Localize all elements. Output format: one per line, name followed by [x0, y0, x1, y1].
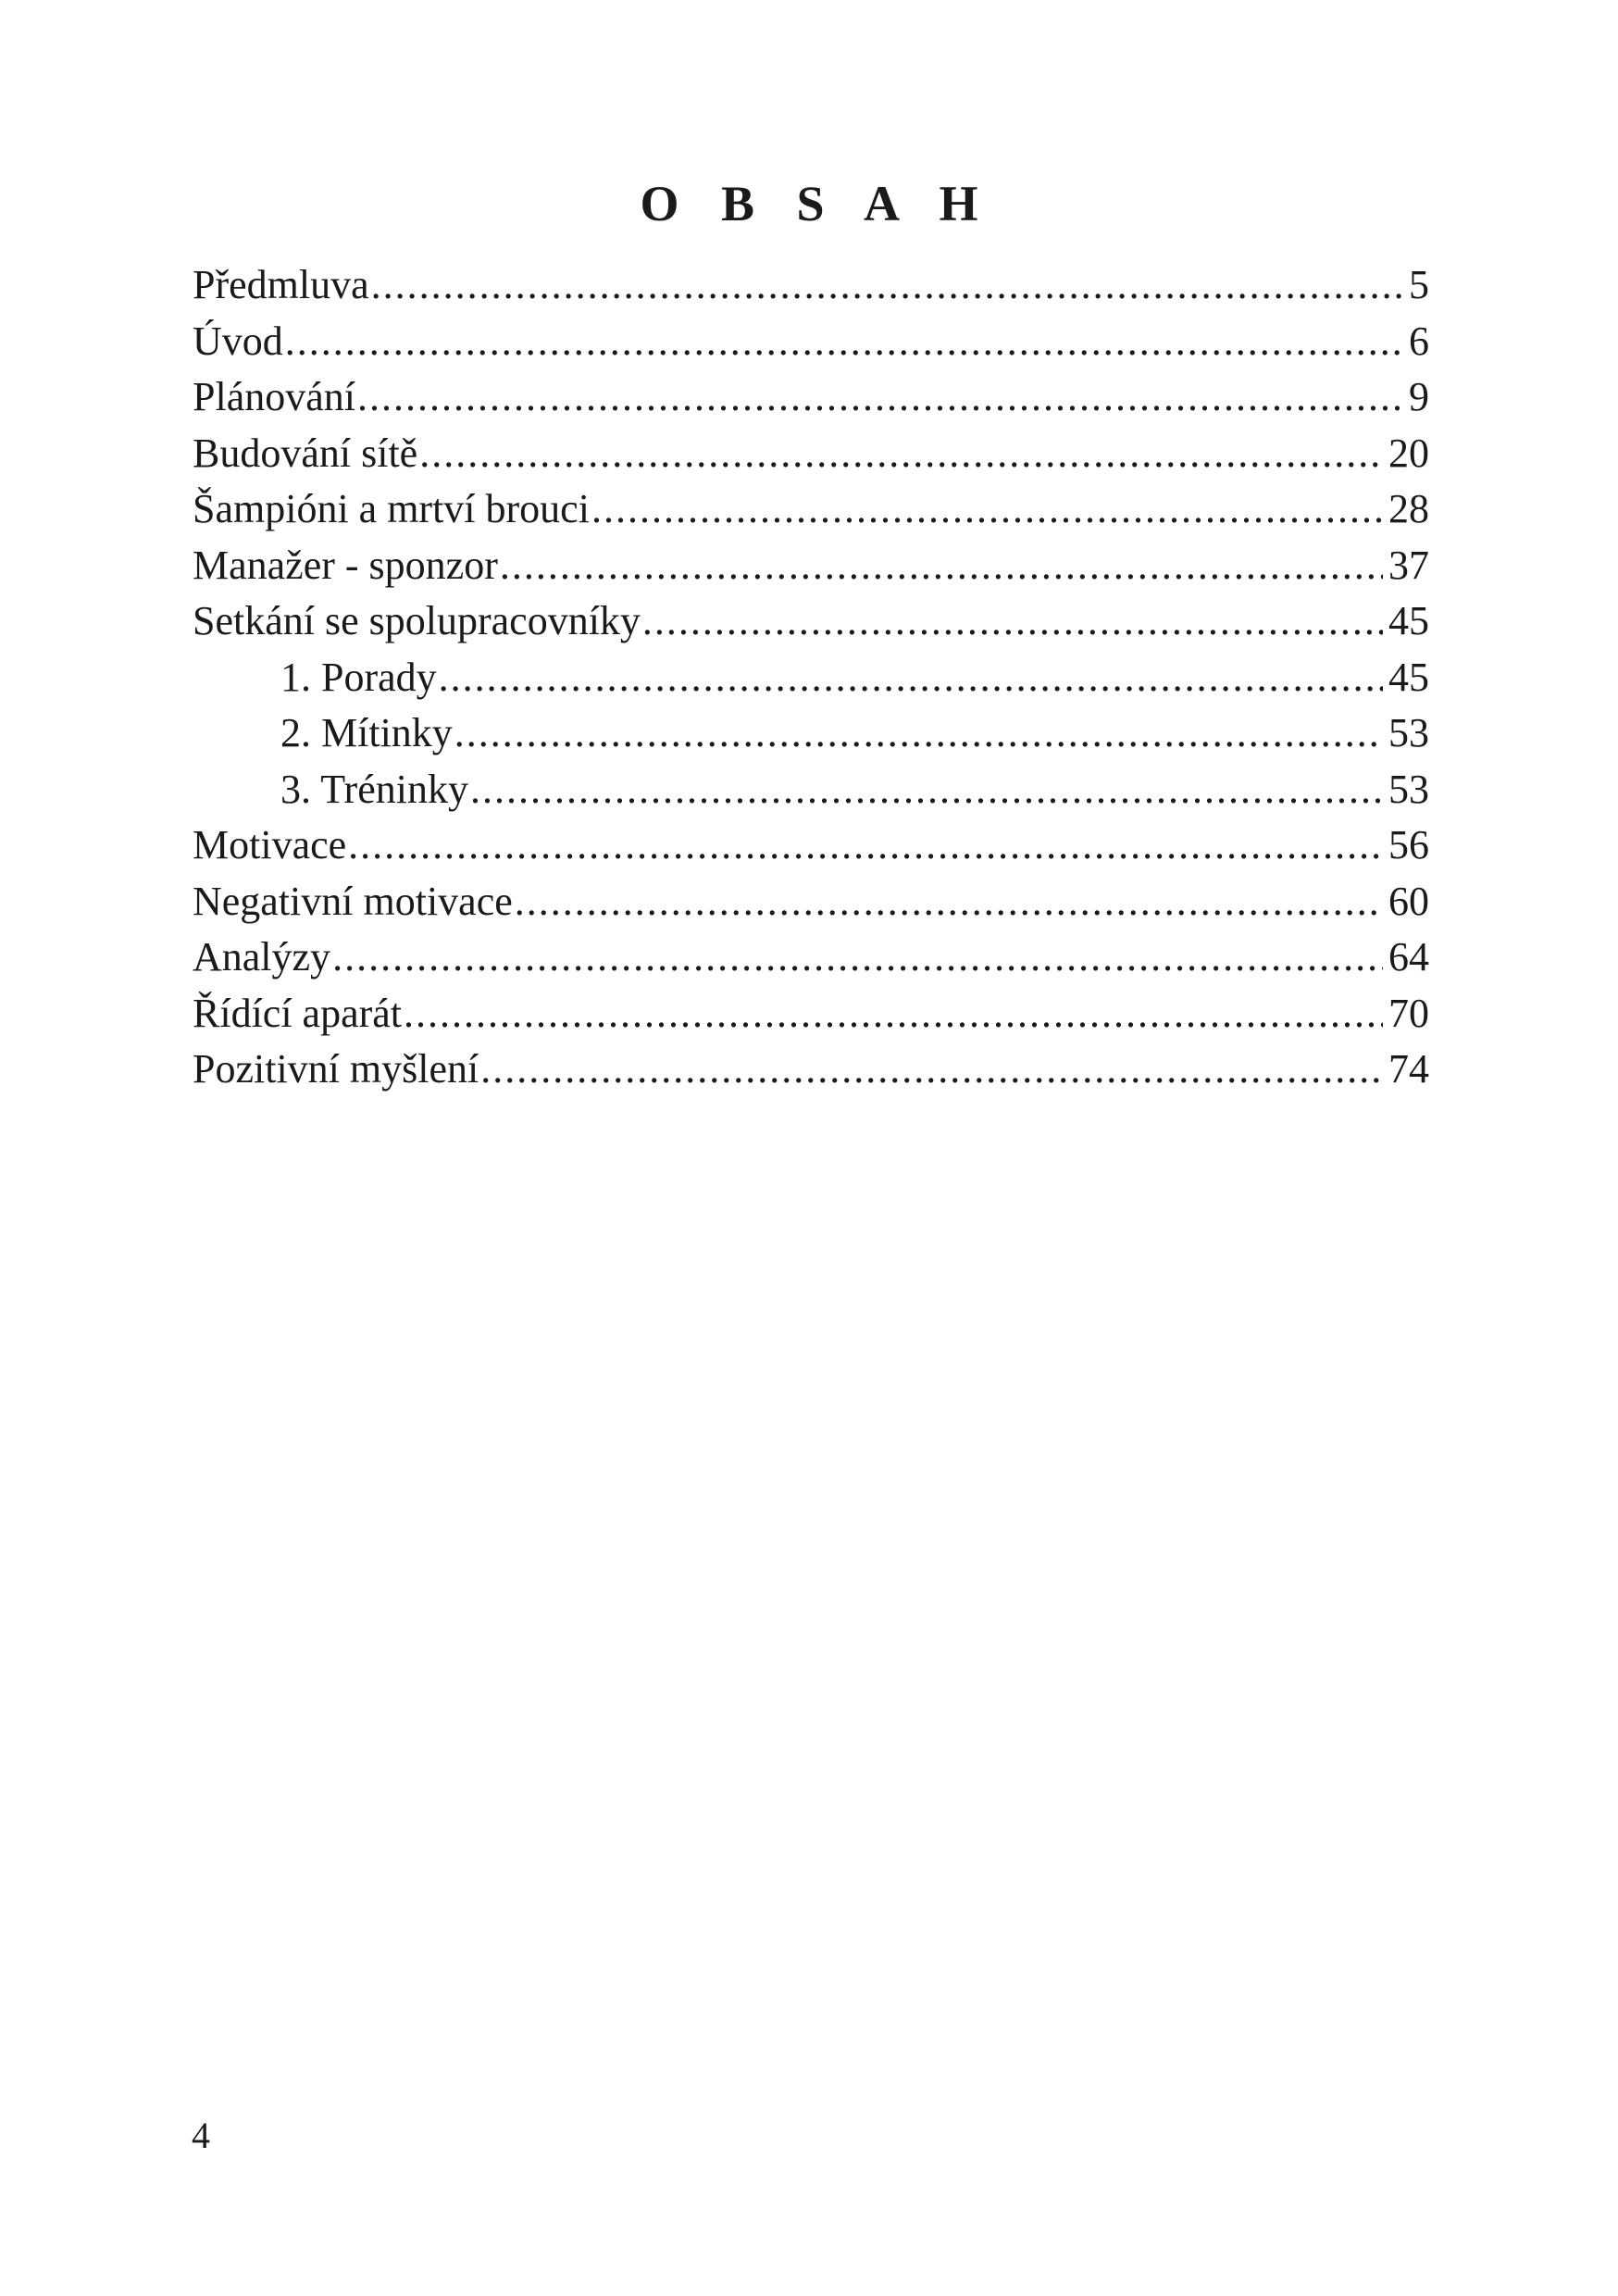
toc-entry-page: 20 [1388, 430, 1429, 476]
toc-subentry-title: 3. Tréninky [280, 766, 468, 812]
toc-leader-dots [480, 1042, 1383, 1097]
toc-entry-title: Šampióni a mrtví brouci [193, 486, 590, 531]
toc-leader-dots [470, 762, 1383, 817]
toc-entry-page: 5 [1409, 262, 1429, 307]
toc-entry-title: Pozitivní myšlení [193, 1046, 479, 1092]
toc-entry-page: 60 [1388, 878, 1429, 924]
toc-leader-dots [642, 593, 1383, 649]
toc-leader-dots [454, 705, 1383, 761]
page-number: 4 [192, 2115, 210, 2156]
toc-subentry [193, 650, 1429, 706]
toc-entry-title: Úvod [193, 318, 283, 364]
toc-entry-title: Analýzy [193, 934, 331, 980]
toc-entry-title: Setkání se spolupracovníky [193, 598, 641, 643]
toc-entry-page: 45 [1388, 598, 1429, 643]
toc-leader-dots [404, 986, 1383, 1042]
toc-subentry-title: 2. Mítinky [280, 710, 453, 755]
toc-entry-title: Manažer - sponzor [193, 542, 498, 588]
toc-subentry [193, 705, 1429, 762]
toc-entry [193, 481, 1429, 538]
toc-entry-page: 37 [1388, 542, 1429, 588]
toc-subentry-title: 1. Porady [280, 654, 437, 700]
toc-subentry-page: 45 [1388, 654, 1429, 700]
toc-entry [193, 538, 1429, 594]
toc-leader-dots [332, 930, 1383, 985]
toc-entry-page: 6 [1409, 318, 1429, 364]
toc-leader-dots [285, 314, 1403, 369]
toc-entry [193, 930, 1429, 986]
toc-leader-dots [348, 817, 1383, 873]
toc-entry [193, 369, 1429, 426]
toc-entry-title: Budování sítě [193, 430, 418, 476]
toc-leader-dots [357, 369, 1403, 425]
toc-entry [193, 874, 1429, 930]
toc-entry [193, 593, 1429, 650]
toc-entry [193, 986, 1429, 1042]
toc-entry [193, 1042, 1429, 1098]
toc-subentry-page: 53 [1388, 766, 1429, 812]
toc-entry-page: 56 [1388, 822, 1429, 867]
table-of-contents [193, 257, 1429, 1098]
toc-leader-dots [439, 650, 1383, 705]
toc-leader-dots [371, 257, 1403, 313]
toc-entry [193, 817, 1429, 874]
toc-leader-dots [591, 481, 1383, 537]
toc-leader-dots [515, 874, 1383, 930]
toc-entry [193, 426, 1429, 482]
toc-entry-page: 28 [1388, 486, 1429, 531]
page-title: O B S A H [640, 176, 993, 232]
toc-entry-title: Předmluva [193, 262, 369, 307]
toc-entry [193, 314, 1429, 370]
toc-entry-page: 74 [1388, 1046, 1429, 1092]
toc-subentry [193, 762, 1429, 818]
toc-entry-title: Řídící aparát [193, 990, 403, 1036]
toc-entry-title: Motivace [193, 822, 347, 867]
toc-entry-title: Negativní motivace [193, 878, 513, 924]
toc-entry-page: 64 [1388, 934, 1429, 980]
toc-leader-dots [419, 426, 1383, 481]
toc-entry [193, 257, 1429, 314]
toc-entry-page: 9 [1409, 374, 1429, 419]
toc-entry-page: 70 [1388, 990, 1429, 1036]
toc-leader-dots [500, 538, 1383, 593]
toc-entry-title: Plánování [193, 374, 355, 419]
toc-subentry-page: 53 [1388, 710, 1429, 755]
